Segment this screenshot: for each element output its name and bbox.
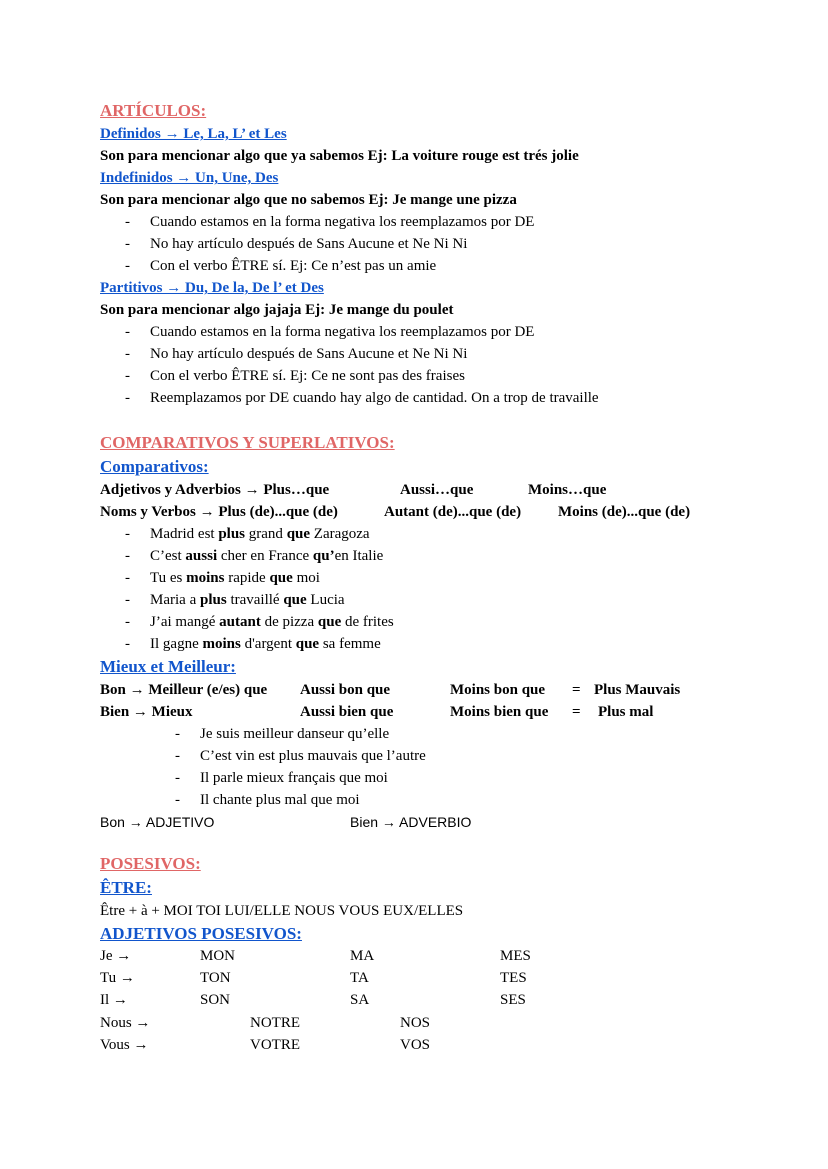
comp-row2-c: Moins (de)...que (de)	[558, 504, 691, 520]
partitivos-link[interactable]: Partitivos → Du, De la, De l’ et Des	[100, 280, 324, 296]
indefinidos-link[interactable]: Indefinidos → Un, Une, Des	[100, 170, 279, 186]
bullet-dash: -	[125, 214, 130, 230]
mieux-row1-a: Bon → Meilleur (e/es) que	[100, 682, 268, 698]
pos-pronoun: Vous →	[100, 1037, 149, 1053]
pos-pronoun: Il →	[100, 992, 128, 1008]
list-item: Cuando estamos en la forma negativa los reemplazamos por DE	[150, 214, 535, 230]
mieux-example: Il chante plus mal que moi	[200, 792, 360, 808]
pos-masc: SON	[200, 992, 231, 1008]
comp-row2-b: Autant (de)...que (de)	[384, 504, 522, 520]
bullet-dash: -	[125, 614, 130, 630]
comp-row2-a: Noms y Verbos → Plus (de)...que (de)	[100, 504, 338, 520]
mieux-subtitle: Mieux et Meilleur:	[100, 657, 236, 676]
comp-example: J’ai mangé autant de pizza que de frites	[150, 614, 394, 630]
bullet-dash: -	[125, 368, 130, 384]
bullet-dash: -	[125, 346, 130, 362]
bullet-dash: -	[125, 324, 130, 340]
mieux-row2-b: Aussi bien que	[300, 704, 394, 720]
comp-row1-a: Adjetivos y Adverbios → Plus…que	[100, 482, 330, 498]
pos-masc: TON	[200, 970, 231, 986]
mieux-row2-c: Moins bien que	[450, 704, 549, 720]
bullet-dash: -	[175, 792, 180, 808]
pos-plural: VOS	[400, 1037, 431, 1053]
bullet-dash: -	[125, 570, 130, 586]
pos-singular: NOTRE	[250, 1015, 300, 1031]
pos-singular: VOTRE	[250, 1037, 300, 1053]
list-item: No hay artículo después de Sans Aucune et Ne Ni Ni	[150, 346, 468, 362]
comp-row1-c: Moins…que	[528, 482, 607, 498]
bullet-dash: -	[175, 748, 180, 764]
mieux-row2-a: Bien → Mieux	[100, 704, 193, 720]
mieux-row1-d: Plus Mauvais	[594, 682, 681, 698]
mieux-example: Je suis meilleur danseur qu’elle	[200, 726, 390, 742]
pos-fem: TA	[350, 970, 369, 986]
mieux-row1-c: Moins bon que	[450, 682, 546, 698]
partitivos-desc: Son para mencionar algo jajaja Ej: Je mange du poulet	[100, 302, 454, 318]
pos-fem: SA	[350, 992, 370, 1008]
indefinidos-desc: Son para mencionar algo que no sabemos Ej: Je mange une pizza	[100, 192, 517, 208]
list-item: Con el verbo ÊTRE sí. Ej: Ce ne sont pas des fraises	[150, 368, 465, 384]
pos-pronoun: Je →	[100, 948, 132, 964]
comp-example: Il gagne moins d'argent que sa femme	[150, 636, 381, 652]
comp-example: Madrid est plus grand que Zaragoza	[150, 526, 370, 542]
mieux-row2-eq: =	[572, 704, 581, 720]
mieux-row2-d: Plus mal	[598, 704, 654, 720]
bullet-dash: -	[125, 526, 130, 542]
bullet-dash: -	[125, 636, 130, 652]
mieux-example: Il parle mieux français que moi	[200, 770, 388, 786]
pos-masc: MON	[200, 948, 236, 964]
pos-pronoun: Nous →	[100, 1015, 151, 1031]
bullet-dash: -	[125, 390, 130, 406]
pos-plural: SES	[500, 992, 526, 1008]
bullet-dash: -	[125, 258, 130, 274]
comparativos-subtitle: Comparativos:	[100, 457, 209, 476]
bullet-dash: -	[125, 236, 130, 252]
list-item: Con el verbo ÊTRE sí. Ej: Ce n’est pas un amie	[150, 258, 437, 274]
pos-plural: NOS	[400, 1015, 431, 1031]
mieux-example: C’est vin est plus mauvais que l’autre	[200, 748, 426, 764]
etre-line: Être + à + MOI TOI LUI/ELLE NOUS VOUS EUX/ELLES	[100, 903, 464, 919]
pos-pronoun: Tu →	[100, 970, 135, 986]
bon-adjetivo: Bon → ADJETIVO	[100, 814, 215, 830]
list-item: Reemplazamos por DE cuando hay algo de cantidad. On a trop de travaille	[150, 390, 599, 406]
bien-adverbio: Bien → ADVERBIO	[350, 814, 472, 830]
articulos-title: ARTÍCULOS:	[100, 101, 207, 120]
comparativos-title: COMPARATIVOS Y SUPERLATIVOS:	[100, 433, 395, 452]
adjetivos-posesivos-title: ADJETIVOS POSESIVOS:	[100, 924, 302, 943]
mieux-row1-eq: =	[572, 682, 581, 698]
pos-plural: MES	[500, 948, 531, 964]
bullet-dash: -	[125, 592, 130, 608]
definidos-desc: Son para mencionar algo que ya sabemos Ej: La voiture rouge est trés jolie	[100, 148, 579, 164]
mieux-row1-b: Aussi bon que	[300, 682, 391, 698]
bullet-dash: -	[175, 770, 180, 786]
comp-row1-b: Aussi…que	[400, 482, 474, 498]
list-item: Cuando estamos en la forma negativa los reemplazamos por DE	[150, 324, 535, 340]
posesivos-title: POSESIVOS:	[100, 854, 201, 873]
comp-example: Tu es moins rapide que moi	[150, 570, 320, 586]
comp-example: Maria a plus travaillé que Lucia	[150, 592, 345, 608]
comp-example: C’est aussi cher en France qu’en Italie	[150, 548, 384, 564]
definidos-link[interactable]: Definidos → Le, La, L’ et Les	[100, 126, 287, 142]
list-item: No hay artículo después de Sans Aucune et Ne Ni Ni	[150, 236, 468, 252]
etre-subtitle: ÊTRE:	[100, 878, 152, 897]
pos-plural: TES	[500, 970, 527, 986]
bullet-dash: -	[125, 548, 130, 564]
bullet-dash: -	[175, 726, 180, 742]
pos-fem: MA	[350, 948, 375, 964]
